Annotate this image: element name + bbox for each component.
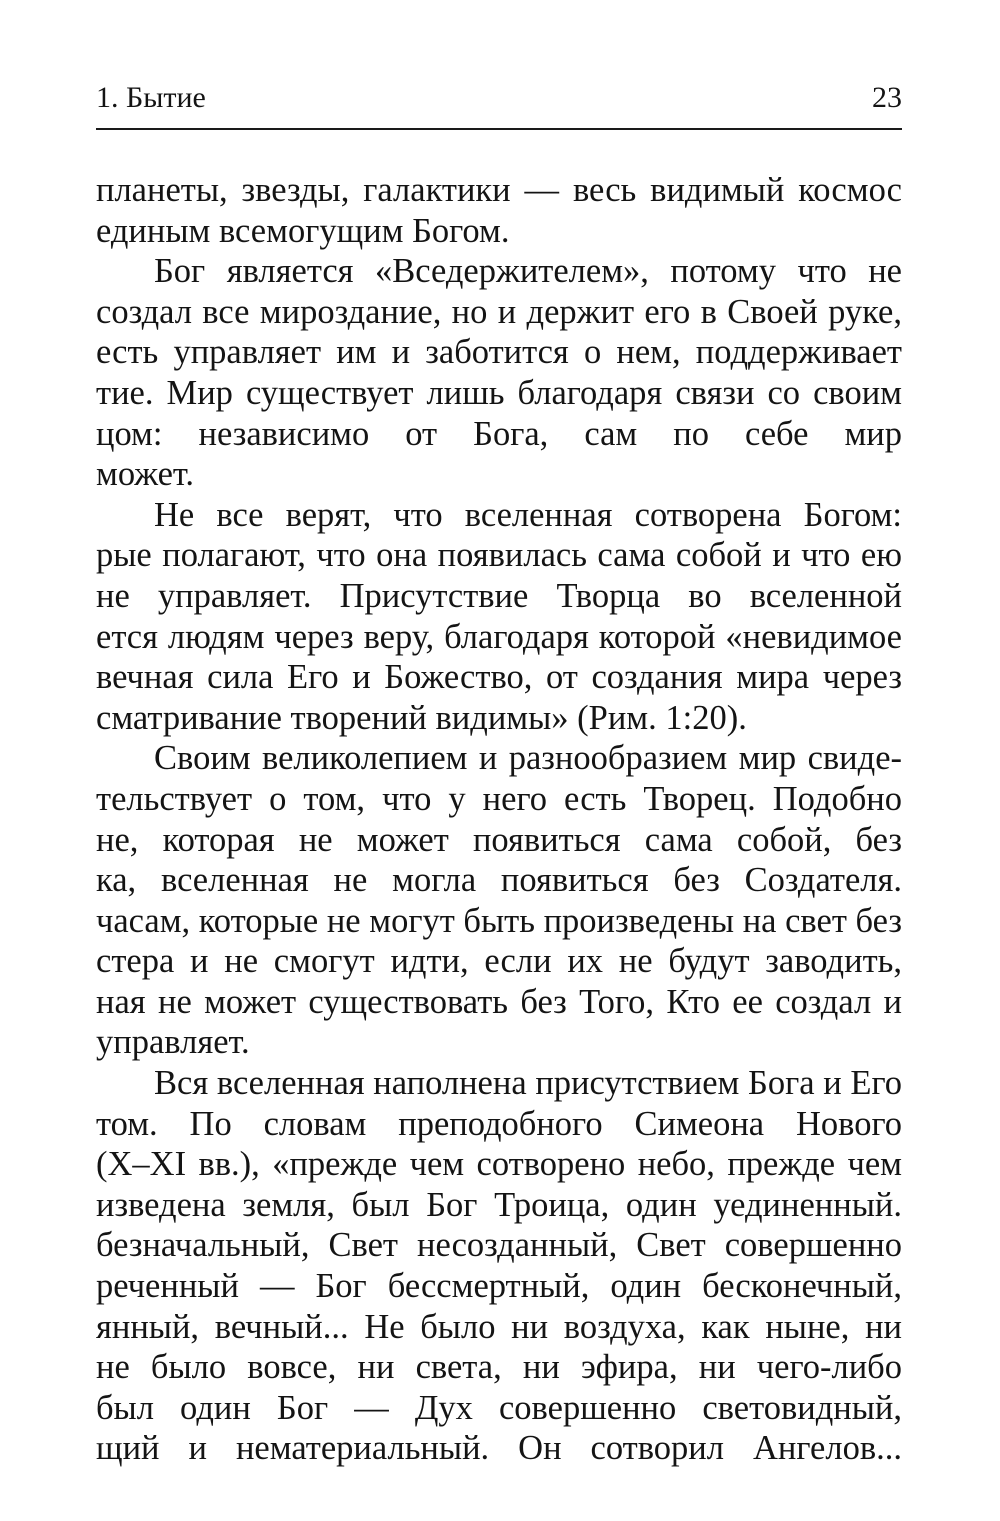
text-line: (X–XI вв.), «прежде чем сотворено небо, прежде чем [96,1145,902,1184]
text-line: не было вовсе, ни света, ни эфира, ни чего-либо [96,1348,902,1387]
text-line: не, которая не может появиться сама собой, без [96,820,902,859]
text-line: Своим великолепием и разнообразием мир свиде- [154,739,902,778]
text-line: Бог является «Вседержителем», потому что не [154,252,902,291]
text-line: ная не может существовать без Того, Кто ее создал и [96,982,902,1021]
header-rule [96,128,902,130]
text-line: единым всемогущим Богом. [96,211,510,250]
text-line: был один Бог — Дух совершенно световидный, [96,1388,902,1427]
text-line: рые полагают, что она появилась сама собой и что ею [96,536,902,575]
text-line: стера и не смогут идти, если их не будут заводить, [96,942,902,981]
text-line: Не все верят, что вселенная сотворена Богом: [154,495,902,534]
text-line: безначальный, Свет несозданный, Свет совершенно [96,1226,902,1265]
paragraph-2 [96,251,902,495]
text-line: янный, вечный... Не было ни воздуха, как ныне, ни [96,1307,902,1346]
text-line: ется людям через веру, благодаря которой «невидимое [96,617,902,656]
text-line: сматривание творений видимы» (Рим. 1:20). [96,698,747,737]
text-line: не управляет. Присутствие Творца во вселенной [96,576,902,615]
text-line: том. По словам преподобного Симеона Нового [96,1104,902,1143]
running-header [96,78,902,118]
text-line: планеты, звезды, галактики — весь видимый космос [96,171,902,209]
chapter-title: 1. Бытие [96,81,206,114]
text-line: может. [96,455,195,494]
text-line: управляет. [96,1023,250,1062]
page-number: 23 [872,81,902,114]
text-line: часам, которые не могут быть произведены на свет без [96,901,902,940]
body-text [96,170,902,1469]
text-line: щий и нематериальный. Он сотворил Ангелов... [96,1429,902,1468]
paragraph-5 [96,1063,902,1469]
paragraph-3 [96,495,902,739]
paragraph-4 [96,738,902,1063]
text-line: вечная сила Его и Божество, от создания мира через [96,658,902,697]
text-line: тельствует о том, что у него есть Творец. Подобно [96,779,902,818]
text-line: тие. Мир существует лишь благодаря связи со своим [96,373,902,412]
text-line: цом: независимо от Бога, сам по себе мир [96,414,902,453]
text-line: Вся вселенная наполнена присутствием Бога и Его [154,1064,902,1103]
text-line: реченный — Бог бессмертный, один бесконечный, [96,1267,902,1306]
text-line: изведена земля, был Бог Троица, один уединенный. [96,1185,902,1224]
paragraph-1 [96,170,902,251]
text-line: ка, вселенная не могла появиться без Создателя. [96,861,902,900]
text-line: создал все мироздание, но и держит его в Своей руке, [96,292,902,331]
text-line: есть управляет им и заботится о нем, поддерживает [96,333,902,372]
